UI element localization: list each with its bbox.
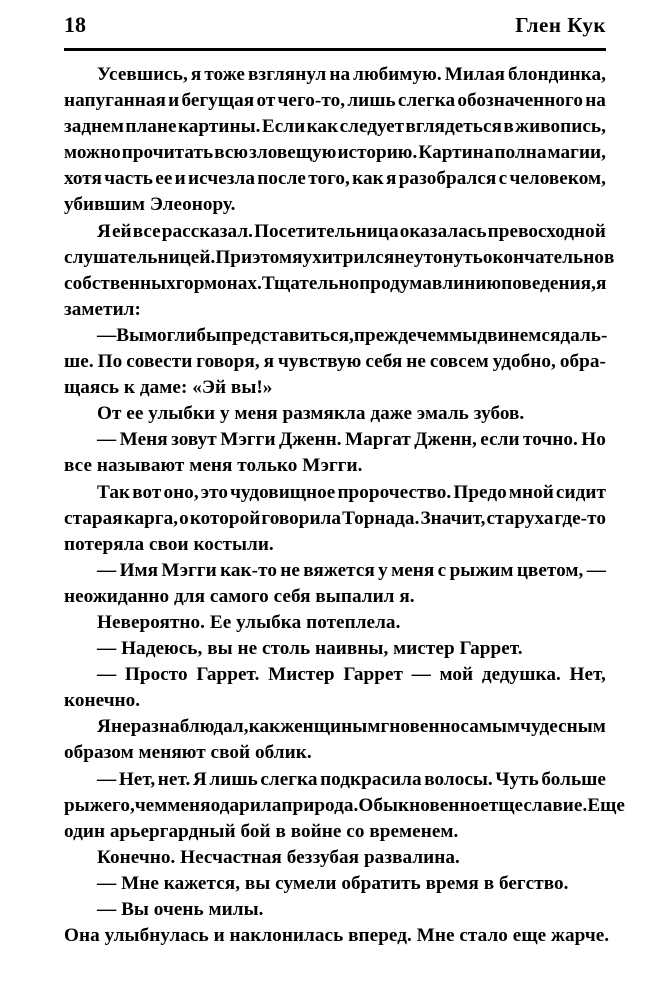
- paragraph: [64, 610, 606, 636]
- text-line: — Имя Мэгги как-то не вяжется у меня с рыжим цветом, —: [97, 559, 606, 581]
- paragraph: [64, 323, 606, 401]
- text-line: — Меня зовут Мэгги Дженн. Маргат Дженн, если точно. Но: [97, 429, 606, 451]
- text-line: От ее улыбки у меня размякла даже эмаль зубов.: [97, 403, 525, 425]
- running-head: [64, 14, 606, 36]
- text-line: образом меняют свой облик.: [64, 742, 312, 764]
- paragraph: [64, 62, 606, 219]
- text-line: хотя часть ее и исчезла после того, как я разобрался с человеком,: [64, 168, 606, 190]
- text-line: Невероятно. Ее улыбка потеплела.: [97, 611, 401, 633]
- running-head-rule: [64, 48, 606, 51]
- paragraph: [64, 871, 606, 897]
- text-line: заднем плане картины. Если как следует вглядеться в живопись,: [64, 116, 606, 138]
- text-line: заметил:: [64, 298, 141, 320]
- text-line: ше. По совести говоря, я чувствую себя не совсем удобно, обра-: [64, 351, 606, 373]
- paragraph: [64, 558, 606, 610]
- text-line: потеряла свои костыли.: [64, 533, 274, 555]
- paragraph: [64, 219, 615, 323]
- paragraph: [64, 636, 606, 662]
- paragraph: [64, 767, 625, 845]
- paragraph: [64, 662, 606, 714]
- text-line: — Нет, нет. Я лишь слегка подкрасила волосы. Чуть больше: [97, 768, 606, 790]
- text-line: Конечно. Несчастная беззубая развалина.: [97, 846, 460, 868]
- text-line: все называют меня только Мэгги.: [64, 455, 363, 477]
- paragraph: [64, 480, 606, 558]
- text-line: неожиданно для самого себя выпалил я.: [64, 585, 415, 607]
- text-line: Усевшись, я тоже взглянул на любимую. Милая блондинка,: [97, 64, 606, 85]
- text-line: один арьергардный бой в войне со временем.: [64, 820, 459, 842]
- text-line: — Вы очень милы.: [97, 899, 264, 920]
- text-line: — Мне кажется, вы сумели обратить время в бегство.: [97, 872, 569, 894]
- paragraph: [64, 923, 610, 949]
- paragraph: [64, 714, 606, 766]
- paragraph: [64, 897, 606, 923]
- text-line: Она улыбнулась и наклонилась вперед. Мне стало еще жарче.: [64, 925, 610, 947]
- text-line: — Просто Гаррет. Мистер Гаррет — мой дедушка. Нет,: [97, 664, 606, 686]
- text-line: Так вот оно, это чудовищное пророчество. Предо мной сидит: [97, 481, 606, 503]
- text-line: щаясь к даме: «Эй вы!»: [64, 377, 273, 399]
- text-line: слушательницей. При этом я ухитрился не утонуть окончательно в: [64, 246, 615, 268]
- text-line: можно прочитать всю зловещую историю. Картина полна магии,: [64, 142, 606, 164]
- text-line: — Вы могли бы представиться, прежде чем мы двинемся даль-: [97, 324, 608, 346]
- paragraph: [64, 845, 606, 871]
- running-head-author: Глен Кук: [515, 13, 606, 37]
- body-text-block: [64, 62, 625, 949]
- paragraph: [64, 401, 606, 427]
- paragraph: [64, 427, 606, 479]
- text-line: убившим Элеонору.: [64, 194, 236, 216]
- text-line: Я не раз наблюдал, как женщины мгновенно самым чудесным: [97, 716, 606, 738]
- text-line: напуганная и бегущая от чего-то, лишь слегка обозначенного на: [64, 90, 606, 112]
- text-line: старая карга, о которой говорила Торнада. Значит, старуха где-то: [64, 507, 606, 529]
- page-number: 18: [64, 12, 86, 37]
- text-line: собственных гормонах. Тщательно продумав линию поведения, я: [64, 272, 607, 294]
- text-line: рыжего, чем меня одарила природа. Обыкновенное тщеславие. Еще: [64, 794, 625, 816]
- text-line: — Надеюсь, вы не столь наивны, мистер Гаррет.: [97, 638, 523, 660]
- text-line: Я ей все рассказал. Посетительница оказалась превосходной: [97, 220, 606, 242]
- text-line: конечно.: [64, 690, 141, 712]
